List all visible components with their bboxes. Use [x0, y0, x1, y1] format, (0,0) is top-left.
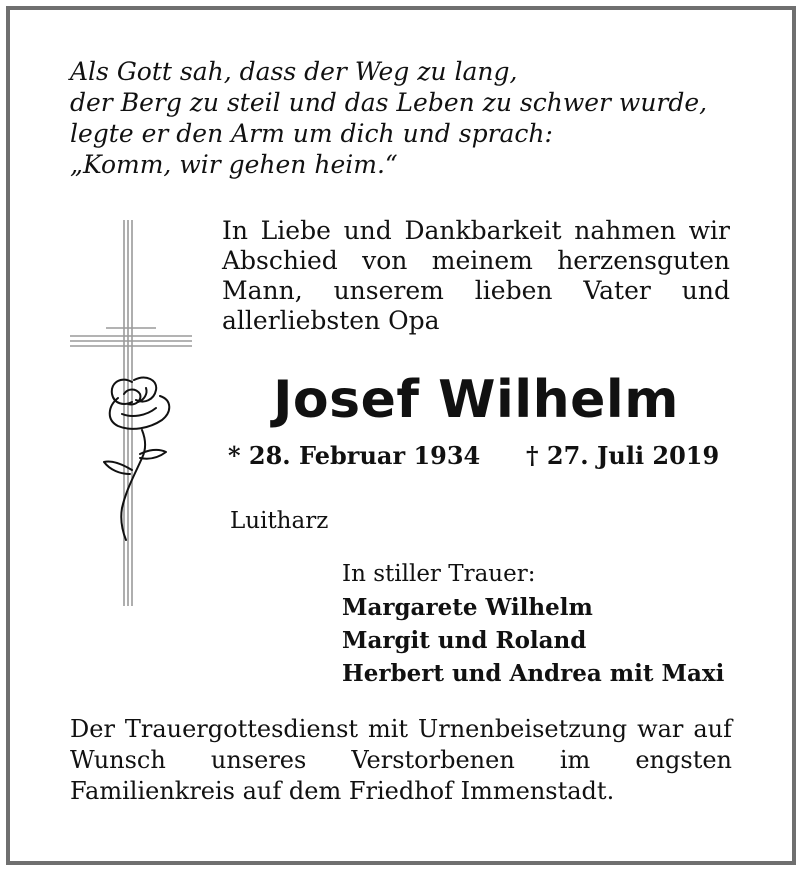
hometown: Luitharz	[230, 508, 329, 534]
mourners-lead: In stiller Trauer:	[342, 561, 536, 587]
deceased-name: Josef Wilhelm	[273, 370, 679, 430]
mourner-name: Margit und Roland	[342, 627, 587, 654]
birth-date: * 28. Februar 1934	[228, 441, 481, 470]
mourner-name: Herbert und Andrea mit Maxi	[342, 660, 725, 687]
poem-line: Als Gott sah, dass der Weg zu lang,	[70, 57, 518, 86]
mourners-block	[342, 558, 724, 690]
poem-line: „Komm, wir gehen heim.“	[70, 150, 398, 179]
poem	[70, 56, 730, 180]
poem-line: der Berg zu steil und das Leben zu schwer wurde,	[70, 88, 708, 117]
rose-icon	[104, 378, 169, 540]
funeral-notice: Der Trauergottesdienst mit Urnenbeisetzung war auf Wunsch unseres Verstorbenen im engsten Familienkreis auf dem Friedhof Immenstadt.	[70, 715, 732, 805]
death-date: † 27. Juli 2019	[526, 441, 720, 470]
cross-rose-illustration	[62, 218, 202, 618]
cross-icon	[70, 220, 192, 606]
mourner-name: Margarete Wilhelm	[342, 594, 593, 621]
poem-line: legte er den Arm um dich und sprach:	[70, 119, 553, 148]
intro-text: In Liebe und Dankbarkeit nahmen wir Abschied von meinem herzensguten Mann, unserem lieben Vater und allerliebsten Opa	[222, 216, 730, 335]
